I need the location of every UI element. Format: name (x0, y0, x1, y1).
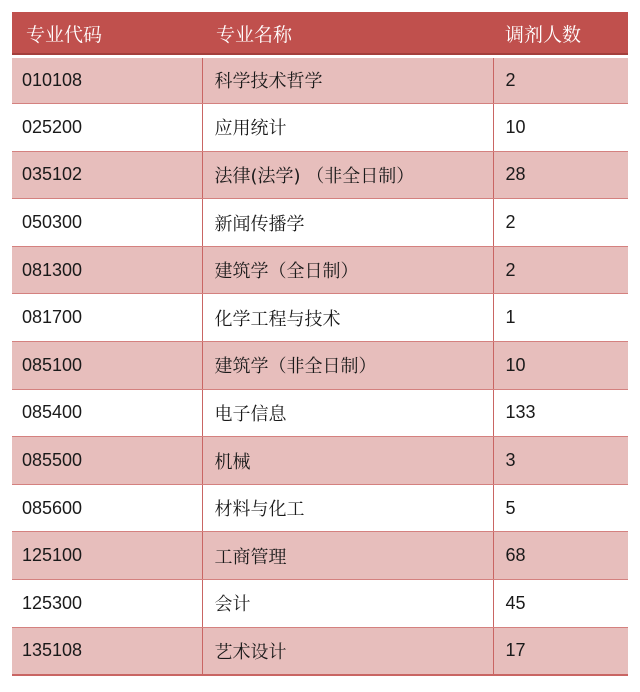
cell-adjust-count: 68 (493, 532, 628, 580)
cell-major-code: 050300 (12, 199, 202, 247)
cell-major-name: 艺术设计 (202, 627, 493, 675)
table-row (12, 342, 628, 390)
cell-major-code: 135108 (12, 627, 202, 675)
cell-major-name: 应用统计 (202, 104, 493, 152)
cell-major-code: 085400 (12, 389, 202, 437)
cell-major-name: 机械 (202, 437, 493, 485)
table-row (12, 104, 628, 152)
cell-adjust-count: 28 (493, 151, 628, 199)
table-row (12, 246, 628, 294)
cell-adjust-count: 10 (493, 104, 628, 152)
cell-major-code: 085100 (12, 342, 202, 390)
cell-adjust-count: 5 (493, 484, 628, 532)
table-row (12, 532, 628, 580)
cell-major-name: 会计 (202, 580, 493, 628)
cell-major-code: 010108 (12, 56, 202, 104)
adjustment-table-container (12, 12, 628, 676)
table-row (12, 199, 628, 247)
cell-major-code: 035102 (12, 151, 202, 199)
cell-major-name: 建筑学（全日制） (202, 246, 493, 294)
cell-major-code: 125300 (12, 580, 202, 628)
cell-major-code: 081300 (12, 246, 202, 294)
cell-adjust-count: 2 (493, 56, 628, 104)
table-row (12, 437, 628, 485)
table-row (12, 294, 628, 342)
cell-major-code: 081700 (12, 294, 202, 342)
cell-adjust-count: 2 (493, 246, 628, 294)
header-major-code: 专业代码 (12, 12, 202, 56)
table-row (12, 580, 628, 628)
table-row (12, 151, 628, 199)
table-row (12, 627, 628, 675)
cell-adjust-count: 1 (493, 294, 628, 342)
cell-major-name: 材料与化工 (202, 484, 493, 532)
cell-major-name: 化学工程与技术 (202, 294, 493, 342)
cell-major-name: 电子信息 (202, 389, 493, 437)
cell-major-name: 建筑学（非全日制） (202, 342, 493, 390)
cell-major-code: 125100 (12, 532, 202, 580)
cell-major-code: 085500 (12, 437, 202, 485)
cell-major-name: 法律(法学) （非全日制） (202, 151, 493, 199)
header-adjust-count: 调剂人数 (493, 12, 628, 56)
cell-major-code: 025200 (12, 104, 202, 152)
table-row (12, 389, 628, 437)
cell-adjust-count: 17 (493, 627, 628, 675)
table-header-row (12, 12, 628, 56)
header-major-name: 专业名称 (202, 12, 493, 56)
cell-major-name: 新闻传播学 (202, 199, 493, 247)
cell-adjust-count: 3 (493, 437, 628, 485)
cell-major-code: 085600 (12, 484, 202, 532)
cell-adjust-count: 45 (493, 580, 628, 628)
table-row (12, 56, 628, 104)
cell-adjust-count: 10 (493, 342, 628, 390)
cell-major-name: 科学技术哲学 (202, 56, 493, 104)
table-body (12, 56, 628, 675)
table-row (12, 484, 628, 532)
cell-adjust-count: 2 (493, 199, 628, 247)
cell-adjust-count: 133 (493, 389, 628, 437)
cell-major-name: 工商管理 (202, 532, 493, 580)
adjustment-table (12, 12, 628, 676)
